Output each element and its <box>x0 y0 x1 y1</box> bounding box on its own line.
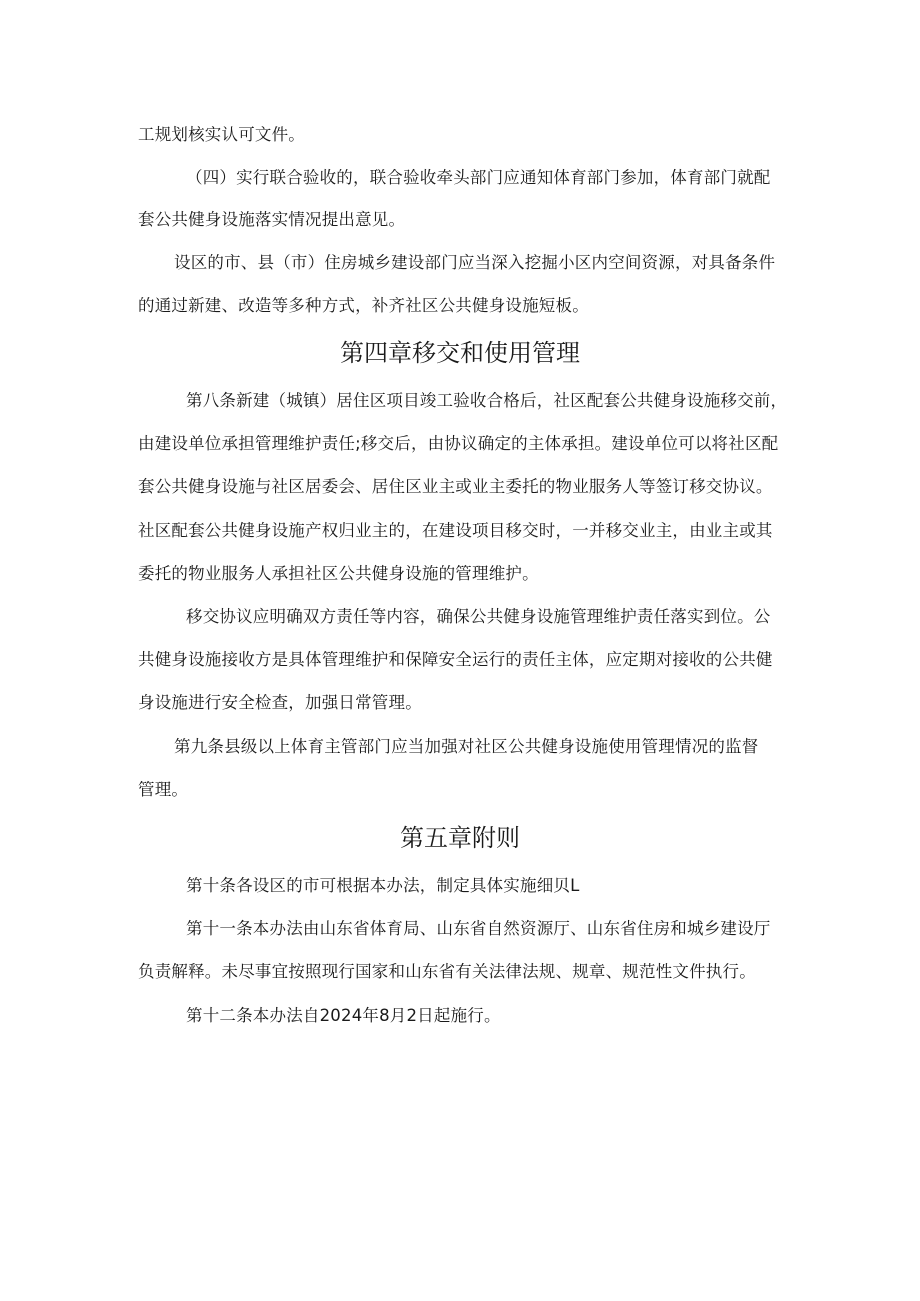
paragraph-line: 身设施进行安全检查，加强日常管理。 <box>138 693 422 712</box>
paragraph-line: 套公共健身设施与社区居委会、居住区业主或业主委托的物业服务人等签订移交协议。 <box>138 477 773 496</box>
paragraph-line: （四）实行联合验收的，联合验收牵头部门应通知体育部门参加，体育部门就配 <box>186 168 771 187</box>
paragraph-line: 移交协议应明确双方责任等内容，确保公共健身设施管理维护责任落实到位。公 <box>186 607 771 626</box>
paragraph-line: 管理。 <box>138 780 189 799</box>
paragraph-line: 共健身设施接收方是具体管理维护和保障安全运行的责任主体，应定期对接收的公共健 <box>138 650 773 669</box>
paragraph-line: 的通过新建、改造等多种方式，补齐社区公共健身设施短板。 <box>138 296 589 315</box>
paragraph-line: 社区配套公共健身设施产权归业主的，在建设项目移交时，一并移交业主，由业主或其 <box>138 521 773 540</box>
paragraph-line: 设区的市、县（市）住房城乡建设部门应当深入挖掘小区内空间资源，对具备条件 <box>174 253 776 272</box>
paragraph-line: 第九条县级以上体育主管部门应当加强对社区公共健身设施使用管理情况的监督 <box>174 737 759 756</box>
paragraph-line: 第十一条本办法由山东省体育局、山东省自然资源厅、山东省住房和城乡建设厅 <box>186 919 771 938</box>
chapter-heading: 第四章移交和使用管理 <box>340 339 580 367</box>
paragraph-line: 第十条各设区的市可根据本办法，制定具体实施细贝L <box>186 876 580 895</box>
chapter-heading: 第五章附则 <box>400 824 520 852</box>
paragraph-line: 负责解释。未尽事宜按照现行国家和山东省有关法律法规、规章、规范性文件执行。 <box>138 962 756 981</box>
paragraph-line: 第八条新建（城镇）居住区项目竣工验收合格后，社区配套公共健身设施移交前， <box>186 391 788 410</box>
paragraph-line: 由建设单位承担管理维护责任;移交后，由协议确定的主体承担。建设单位可以将社区配 <box>138 434 779 453</box>
paragraph-line: 工规划核实认可文件。 <box>138 125 305 144</box>
paragraph-line: 第十二条本办法自2024年8月2日起施行。 <box>186 1006 501 1025</box>
paragraph-line: 套公共健身设施落实情况提出意见。 <box>138 210 406 229</box>
paragraph-line: 委托的物业服务人承担社区公共健身设施的管理维护。 <box>138 564 539 583</box>
